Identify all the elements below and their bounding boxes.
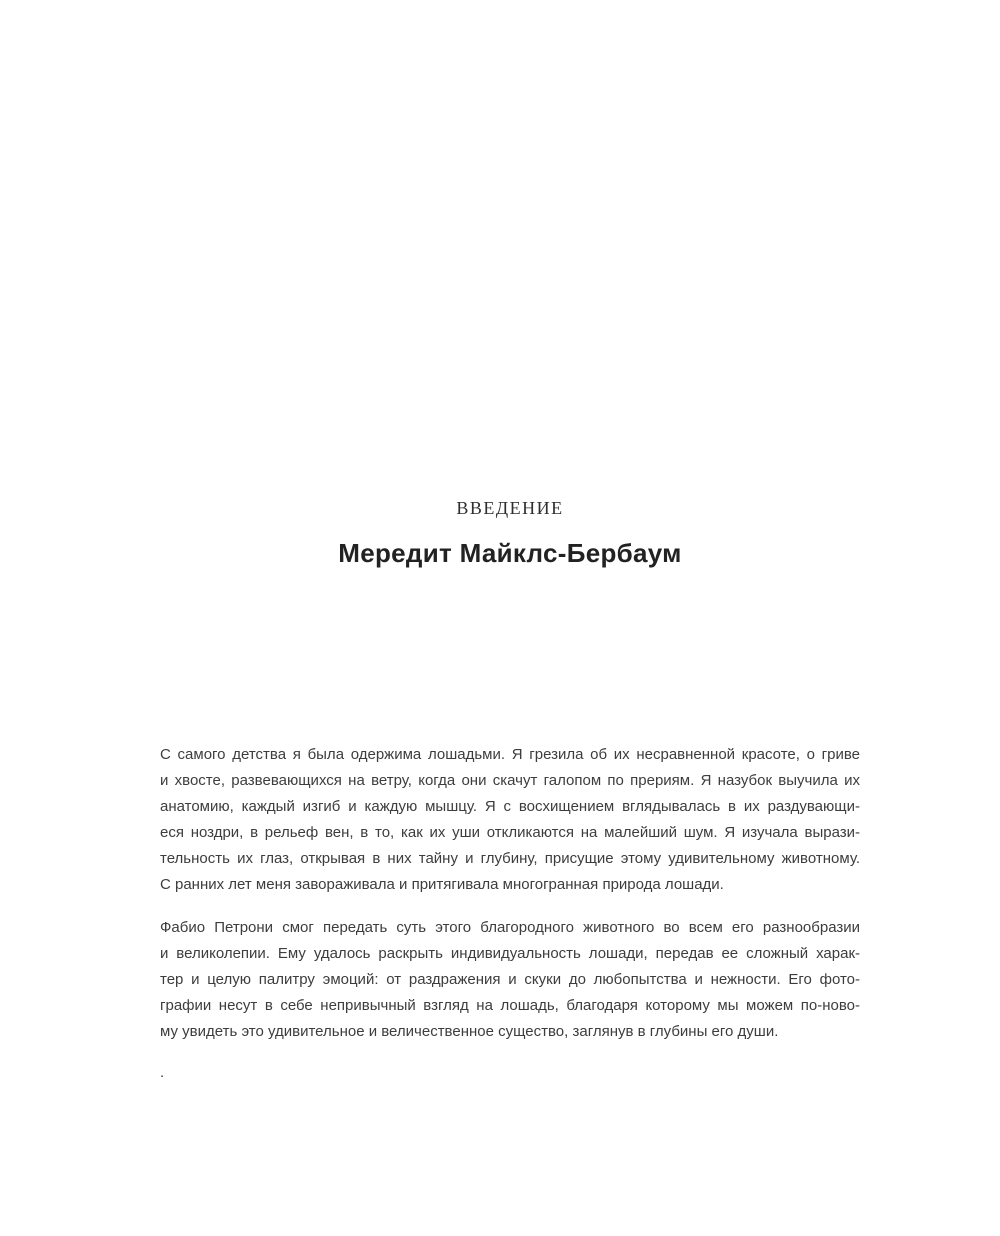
author-heading: Мередит Майклс-Бербаум bbox=[338, 538, 682, 568]
text-line: му увидеть это удивительное и величественное существо, заглянув в глубины его души. bbox=[160, 1023, 779, 1040]
text-line: и хвосте, развевающихся на ветру, когда они скачут галопом по прериям. Я назубок выучила их bbox=[160, 772, 860, 789]
body-text bbox=[160, 742, 860, 1084]
section-heading: ВВЕДЕНИЕ bbox=[456, 498, 564, 518]
paragraph bbox=[160, 742, 860, 898]
text-line: С ранних лет меня завораживала и притягивала многогранная природа лошади. bbox=[160, 876, 724, 893]
text-line: С самого детства я была одержима лошадьми. Я грезила об их несравненной красоте, о гриве bbox=[160, 746, 860, 763]
text-line: тельность их глаз, открывая в них тайну и глубину, присущие этому удивительному животному. bbox=[160, 850, 860, 867]
text-line: тер и целую палитру эмоций: от раздражения и скуки до любопытства и нежности. Его фото- bbox=[160, 971, 860, 988]
text-line: графии несут в себе непривычный взгляд на лошадь, благодаря которому мы можем по-ново- bbox=[160, 997, 860, 1014]
text-line: и великолепии. Ему удалось раскрыть индивидуальность лошади, передав ее сложный харак- bbox=[160, 945, 860, 962]
text-line: Фабио Петрони смог передать суть этого благородного животного во всем его разнообразии bbox=[160, 919, 860, 936]
trailing-period: . bbox=[160, 1064, 165, 1081]
text-line: анатомию, каждый изгиб и каждую мышцу. Я с восхищением вглядывалась в их раздувающи- bbox=[160, 798, 860, 815]
text-line: еся ноздри, в рельеф вен, в то, как их уши откликаются на малейший шум. Я изучала вырази- bbox=[160, 824, 860, 841]
paragraphs-container bbox=[160, 742, 860, 1045]
paragraph bbox=[160, 915, 860, 1045]
